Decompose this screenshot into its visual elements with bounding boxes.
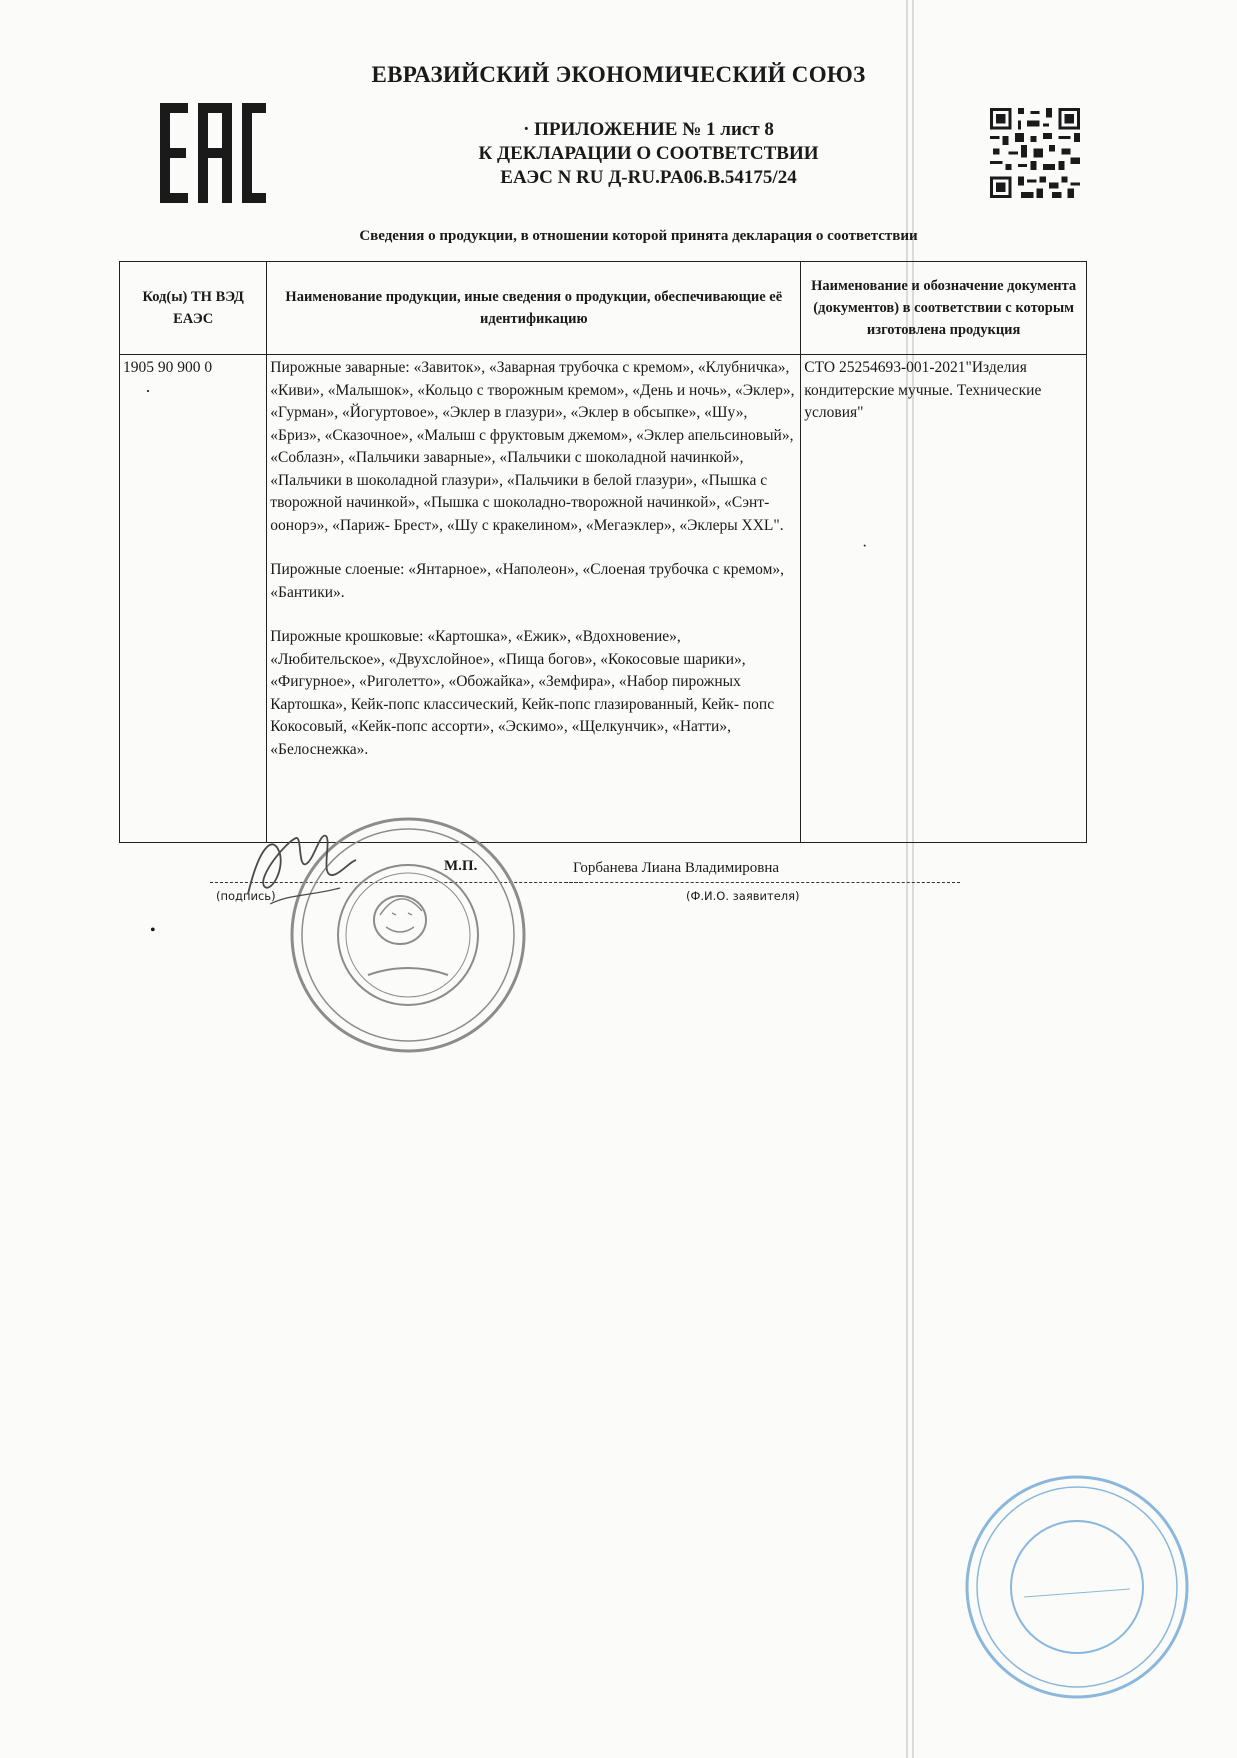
scan-dot: · bbox=[145, 380, 151, 401]
header-code: Код(ы) ТН ВЭД ЕАЭС bbox=[120, 262, 267, 355]
union-title: ЕВРАЗИЙСКИЙ ЭКОНОМИЧЕСКИЙ СОЮЗ bbox=[371, 62, 866, 87]
products-cell bbox=[267, 355, 801, 843]
signature-icon bbox=[240, 824, 360, 914]
tn-ved-code: 1905 90 900 0 bbox=[123, 359, 213, 376]
product-group: Пирожные слоеные: «Янтарное», «Наполеон», «Слоеная трубочка с кремом», «Бантики». bbox=[270, 561, 785, 601]
appendix-heading bbox=[0, 118, 1237, 190]
header-document: Наименование и обозначение документа (документов) в соответствии с которым изготовлена продукция bbox=[801, 262, 1087, 355]
stamp-place-mark: М.П. bbox=[444, 858, 478, 874]
document-cell bbox=[801, 355, 1087, 843]
product-table bbox=[119, 261, 1087, 843]
table-header-row bbox=[120, 262, 1087, 355]
applicant-name: Горбанева Лиана Владимировна bbox=[573, 860, 780, 876]
declaration-number: ЕАЭС N RU Д-RU.PA06.B.54175/24 bbox=[500, 167, 797, 188]
signature-caption: (подпись) bbox=[216, 889, 276, 903]
certificate-stamp-icon bbox=[962, 1472, 1192, 1702]
standard-document: СТО 25254693-001-2021"Изделия кондитерские мучные. Технические условия" bbox=[804, 359, 1042, 421]
appendix-line: К ДЕКЛАРАЦИИ О СООТВЕТСТВИИ bbox=[478, 143, 819, 164]
scan-dot: • bbox=[150, 922, 156, 939]
table-row bbox=[120, 355, 1087, 843]
name-line bbox=[565, 882, 960, 883]
product-group: Пирожные крошковые: «Картошка», «Ежик», «Вдохновение», «Любительское», «Двухслойное», «Пища богов», «Кокосовые шарики», «Фигурное», «Риголетто», «Обожайка», «Земфира», «Набор пирожных Картошка», Кейк-попс классический, Кейк-попс глазированный, Кейк- попс Кокосовый, «Кейк-попс ассорти», «Эскимо», «Щелкунчик», «Натти», «Белоснежка». bbox=[270, 628, 775, 758]
header-product-name: Наименование продукции, иные сведения о продукции, обеспечивающие её идентификацию bbox=[267, 262, 801, 355]
name-caption: (Ф.И.О. заявителя) bbox=[686, 889, 800, 903]
appendix-line: · ПРИЛОЖЕНИЕ № 1 лист 8 bbox=[523, 119, 774, 140]
section-subtitle: Сведения о продукции, в отношении которой принята декларация о соответствии bbox=[359, 228, 918, 244]
code-cell bbox=[120, 355, 267, 843]
scan-dot: · bbox=[862, 538, 868, 555]
product-group: Пирожные заварные: «Завиток», «Заварная трубочка с кремом», «Клубничка», «Киви», «Малышок», «Кольцо с творожным кремом», «День и ночь», «Эклер», «Гурман», «Йогуртовое», «Эклер в глазури», «Эклер в обсыпке», «Шу», «Бриз», «Сказочное», «Малыш с фруктовым джемом», «Эклер апельсиновый», «Соблазн», «Пальчики заварные», «Пальчики с шоколадной начинкой», «Пальчики в шоколадной глазури», «Пальчики в белой глазури», «Пышка с творожной начинкой», «Пышка с шоколадно-творожной начинкой», «Сэнт-оонорэ», «Париж- Брест», «Шу с кракелином», «Мегаэклер», «Эклеры XXL". bbox=[270, 359, 795, 534]
